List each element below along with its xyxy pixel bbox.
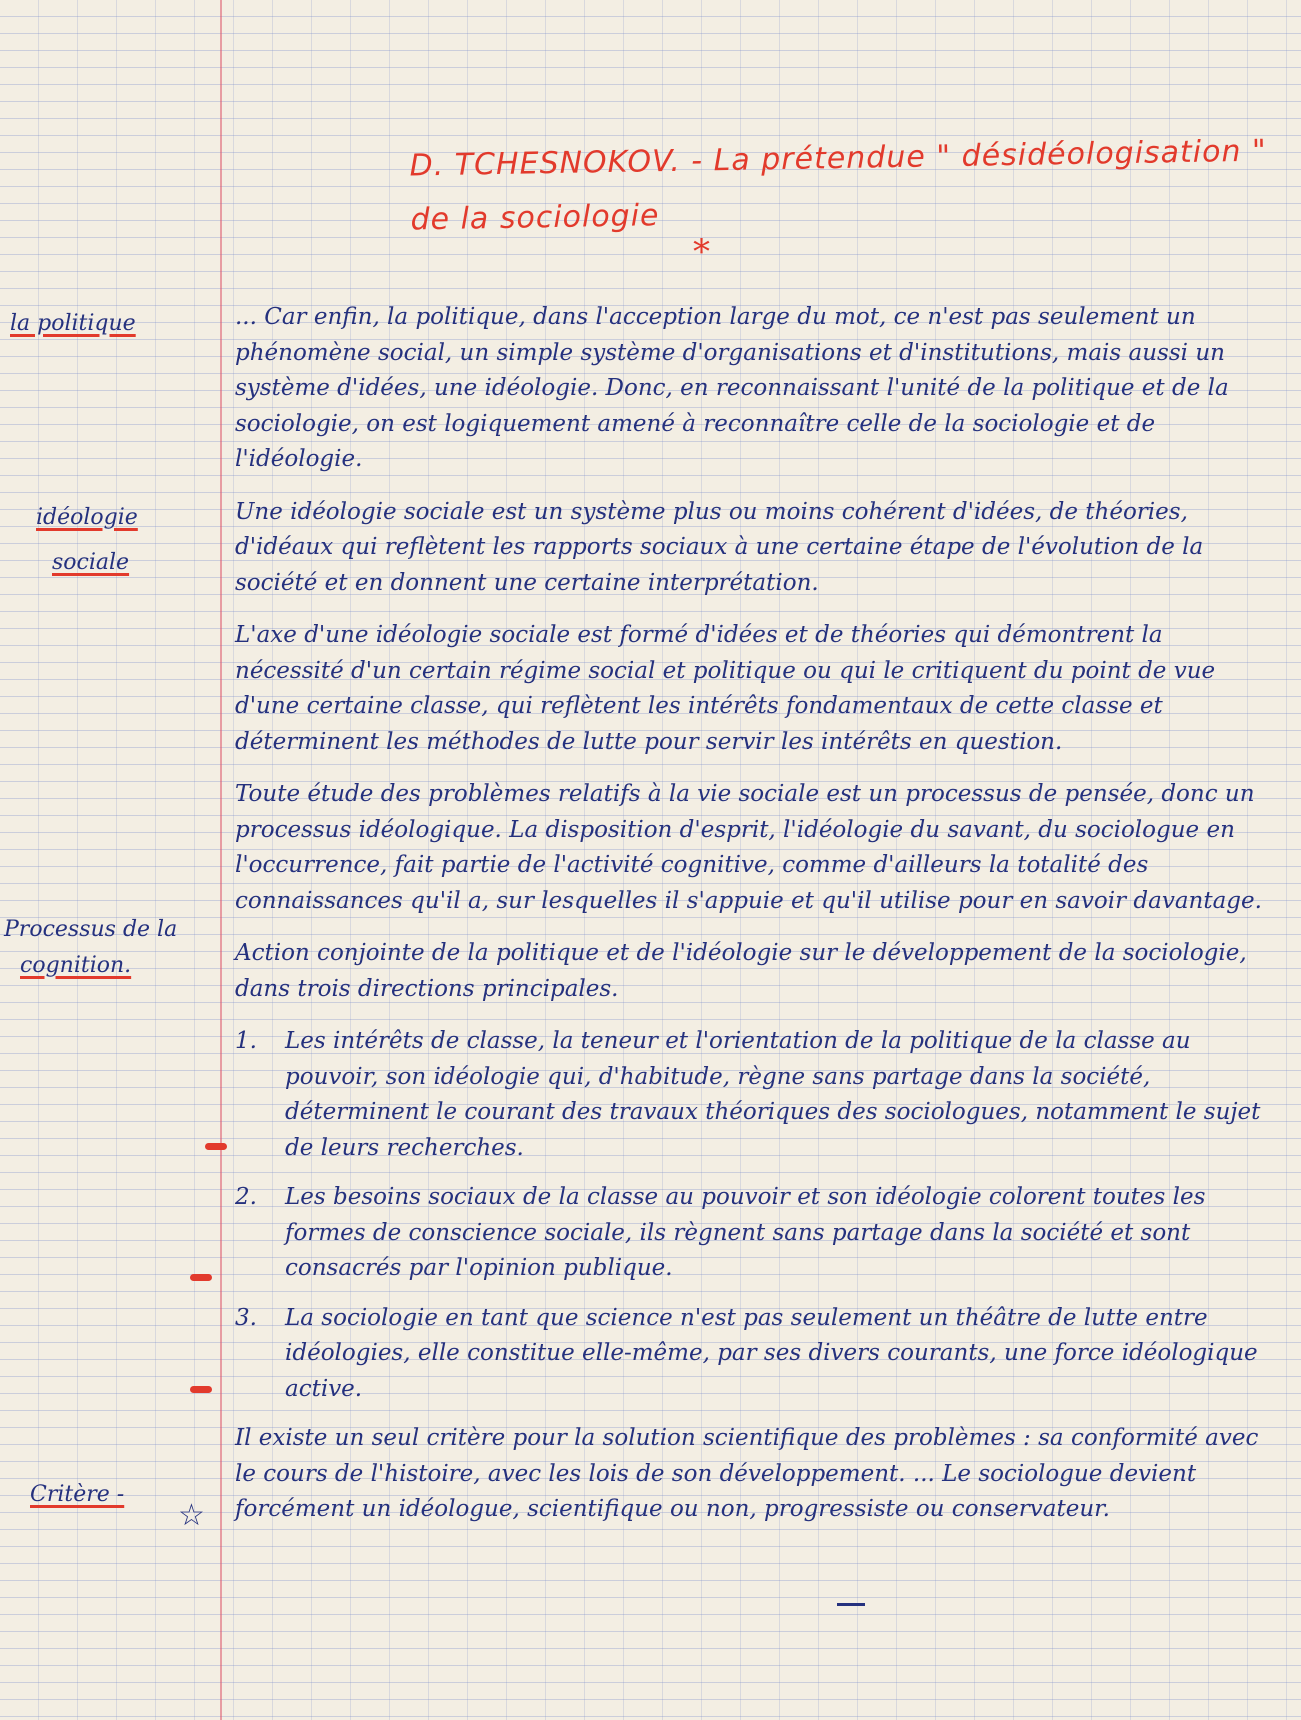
paragraph-1: ... Car enfin, la politique, dans l'acception large du mot, ce n'est pas seulement un phénomène social, un simple système d'organisations et d'institutions, mais aussi un système d'idées, une idéologie. Donc, en reconnaissant l'unité de la politique et de la sociologie, on est logiquement amené à reconnaître celle de la sociologie et de l'idéologie. (235, 304, 1229, 472)
list-item-text: Les besoins sociaux de la classe au pouvoir et son idéologie colorent toutes les formes de conscience sociale, ils règnent sans partage dans la société et sont consacrés par l'opinion publique. (285, 1184, 1206, 1281)
title-line-2: de la sociologie (410, 198, 660, 238)
margin-note-processus-1: Processus de la (4, 917, 178, 942)
margin-note-politique: la politique (10, 311, 136, 336)
title-star: * (693, 232, 710, 272)
list-item-number: 3. (235, 1304, 257, 1331)
margin-asterisk-icon: ☆ (178, 1498, 205, 1533)
margin-note-processus-2: cognition. (20, 953, 132, 978)
paragraph-3: L'axe d'une idéologie sociale est formé d'idées et de théories qui démontrent la nécessité d'un certain régime social et politique ou qui le critiquent du point de vue d'une certaine classe, qui reflètent les intérêts fondamentaux de cette classe et déterminent les méthodes de lutte pour servir les intérêts en question. (235, 622, 1216, 755)
margin-note-critere: Critère - (30, 1482, 125, 1507)
paragraph-5: Action conjointe de la politique et de l'idéologie sur le développement de la sociologie, dans trois directions principales. (235, 940, 1247, 1002)
margin-note-ideologie: idéologie (36, 505, 138, 530)
margin-rule (220, 0, 222, 1720)
bullet-marker (190, 1274, 212, 1281)
title-line-1: D. TCHESNOKOV. - La prétendue " désidéologisation " (409, 133, 1268, 184)
paragraph-4: Toute étude des problèmes relatifs à la vie sociale est un processus de pensée, donc un processus idéologique. La disposition d'esprit, l'idéologie du savant, du sociologue en l'occurrence, fait partie de l'activité cognitive, comme d'ailleurs la totalité des connaissances qu'il a, sur lesquelles il s'appuie et qu'il utilise pour en savoir davantage. (235, 781, 1262, 914)
paragraph-2: Une idéologie sociale est un système plus ou moins cohérent d'idées, de théories, d'idéaux qui reflètent les rapports sociaux à une certaine étape de l'évolution de la société et en donnent une certaine interprétation. (235, 498, 1204, 596)
closing-dash (837, 1603, 865, 1606)
list-item-text: Les intérêts de classe, la teneur et l'orientation de la politique de la classe au pouvoir, son idéologie qui, d'habitude, règne sans partage dans la société, déterminent le courant des travaux théoriques des sociologues, notamment le sujet de leurs recherches. (285, 1028, 1261, 1161)
list-item-1 (235, 1024, 1275, 1166)
list-item-text: La sociologie en tant que science n'est pas seulement un théâtre de lutte entre idéologies, elle constitue elle-même, par ses divers courants, une force idéologique active. (285, 1304, 1258, 1402)
bullet-marker (190, 1386, 212, 1393)
paragraph-6: Il existe un seul critère pour la solution scientifique des problèmes : sa conformité avec le cours de l'histoire, avec les lois de son développement. ... Le sociologue devient forcément un idéologue, scientifique ou non, progressiste ou conservateur. (235, 1425, 1259, 1522)
bullet-marker (205, 1143, 227, 1150)
list-item-number: 2. (235, 1184, 257, 1210)
list-item-3 (235, 1301, 1275, 1408)
margin-note-sociale: sociale (52, 550, 130, 575)
page-title (409, 125, 1271, 248)
main-text (235, 300, 1275, 1545)
list-item-2 (235, 1180, 1275, 1287)
list-item-number: 1. (235, 1028, 257, 1054)
